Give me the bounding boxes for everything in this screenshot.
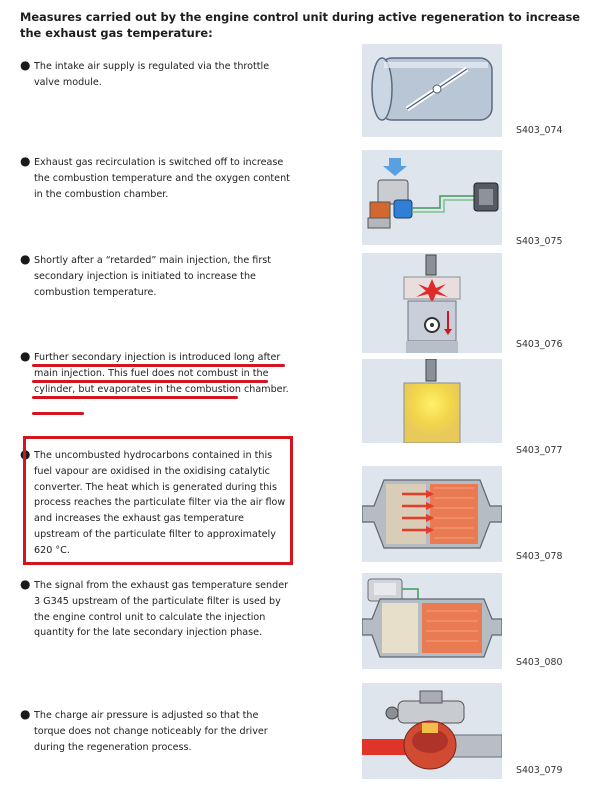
figure-code: S403_077 (516, 445, 563, 456)
item-text: Shortly after a “retarded” main injection, the first secondary injection is initiated to increase the combustion temperature. (34, 255, 272, 298)
annotation-underline (32, 380, 268, 383)
annotation-highlight-box (23, 436, 293, 565)
bullet-icon: ● (20, 349, 31, 363)
bullet-icon: ● (20, 447, 31, 461)
figure-throttle-valve (362, 44, 502, 137)
bullet-icon: ● (20, 58, 31, 72)
bullet-icon: ● (20, 252, 31, 266)
figure-temperature-sender (362, 573, 502, 669)
figure-egr-valve (362, 150, 502, 245)
figure-catalytic-converter (362, 466, 502, 562)
bullet-icon: ● (20, 577, 31, 591)
figure-fuel-evaporation (362, 359, 502, 443)
item-text: The intake air supply is regulated via the throttle valve module. (34, 61, 270, 88)
annotation-underline (32, 364, 285, 367)
figure-code: S403_078 (516, 551, 563, 562)
item-text: The uncombusted hydrocarbons contained in this fuel vapour are oxidised in the oxidising catalytic converter. The heat which is generated during this process reaches the particulate filter via the air flow and increases the exhaust gas temperature upstream of the particulate filter to approximately 620 °C. (34, 450, 286, 556)
annotation-underline (32, 412, 84, 415)
item-text: Exhaust gas recirculation is switched off to increase the combustion temperature and the oxygen content in the combustion chamber. (34, 157, 290, 200)
figure-code: S403_076 (516, 339, 563, 350)
figure-code: S403_075 (516, 236, 563, 247)
figure-injection-combustion (362, 253, 502, 353)
item-text: The charge air pressure is adjusted so that the torque does not change noticeably for the driver during the regeneration process. (34, 710, 268, 753)
figure-code: S403_074 (516, 125, 563, 136)
figure-code: S403_079 (516, 765, 563, 776)
bullet-icon: ● (20, 154, 31, 168)
annotation-underline (32, 396, 238, 399)
bullet-icon: ● (20, 707, 31, 721)
page-heading: Measures carried out by the engine control unit during active regeneration to increase the exhaust gas temperature: (20, 10, 581, 40)
item-text: The signal from the exhaust gas temperature sender 3 G345 upstream of the particulate filter is used by the engine control unit to calculate the injection quantity for the late secondary injection phase. (34, 580, 289, 639)
item-text: Further secondary injection is introduced long after main injection. This fuel does not combust in the cylinder, but evaporates in the combustion chamber. (34, 352, 289, 395)
figure-turbocharger (362, 683, 502, 779)
figure-code: S403_080 (516, 657, 563, 668)
